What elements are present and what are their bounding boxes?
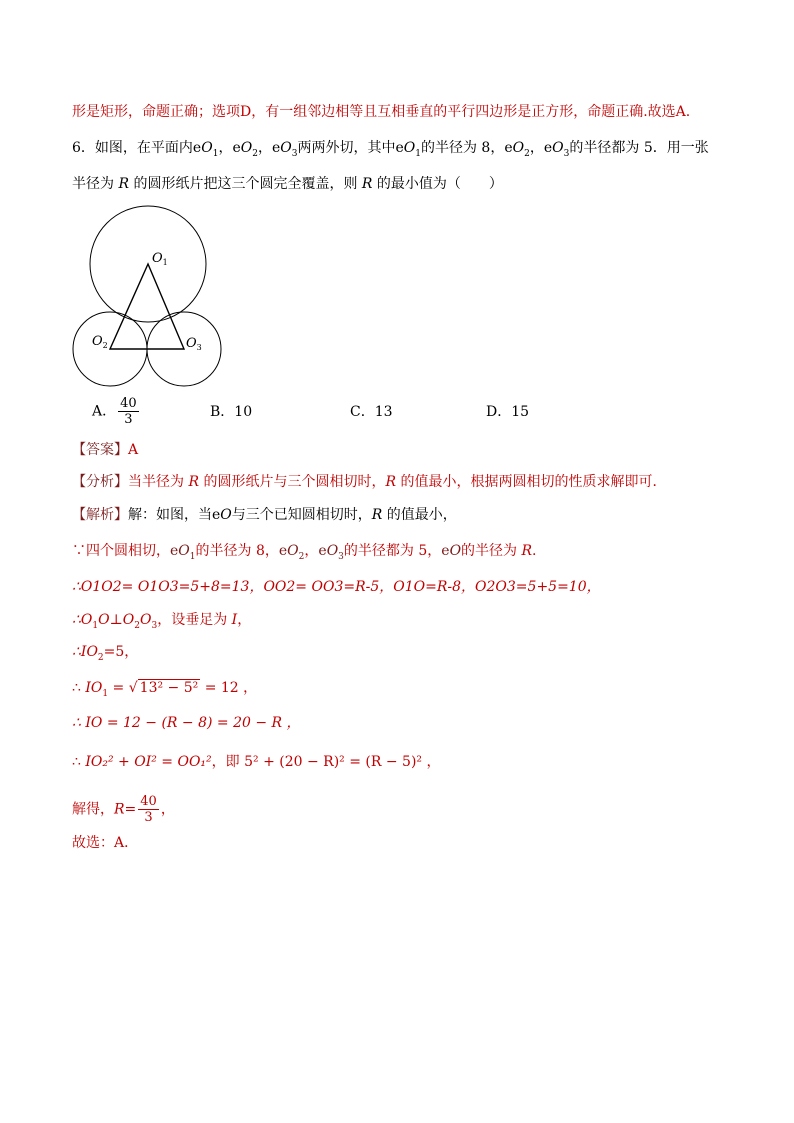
q6-text: 半径为 bbox=[72, 176, 119, 192]
o-label: O bbox=[449, 543, 462, 559]
label-o2: $O_2$ bbox=[92, 334, 108, 350]
step-text: O⊥O bbox=[98, 612, 135, 628]
o3-sub: 3 bbox=[291, 148, 298, 159]
question-6-line-1 bbox=[72, 138, 709, 164]
r-symbol: R bbox=[521, 543, 533, 559]
q6-text: 的圆形纸片把这三个圆完全覆盖，则 bbox=[129, 176, 362, 192]
step-text: . bbox=[532, 543, 537, 559]
step-text: 的半径都为 5， bbox=[343, 543, 442, 559]
equals: = bbox=[124, 801, 137, 818]
analysis-text: 当半径为 bbox=[128, 474, 189, 490]
circle-symbol: e bbox=[278, 543, 288, 559]
final-value: A． bbox=[114, 835, 139, 851]
question-6-line-2 bbox=[72, 174, 503, 194]
sub-1: 1 bbox=[92, 620, 99, 631]
o3-label: O bbox=[280, 140, 292, 156]
sub-2: 2 bbox=[97, 652, 104, 663]
analysis-text: 的值最小，根据两圆相切的性质求解即可． bbox=[396, 474, 667, 490]
o1-label: O bbox=[178, 543, 190, 559]
o1-sub: 1 bbox=[189, 551, 196, 562]
step-8 bbox=[72, 794, 175, 825]
circle-symbol: e bbox=[441, 543, 450, 559]
o1-sub: 1 bbox=[415, 148, 421, 159]
r-symbol: R bbox=[118, 176, 129, 192]
equation-1: IO₂² + OI² = OO₁² bbox=[85, 754, 212, 770]
step-2: ∴O1O2= O1O3=5+8=13，OO2= OO3=R-5，O1O=R-8，O2O3=5+5=10， bbox=[72, 579, 601, 595]
r-symbol: R bbox=[188, 474, 199, 490]
option-a-label: A． bbox=[92, 403, 117, 420]
circle-symbol: e bbox=[318, 543, 327, 559]
o-label: O bbox=[90, 680, 103, 696]
step-text: = 12 ， bbox=[200, 680, 258, 696]
answer-value: A bbox=[128, 442, 139, 458]
o3-label: O bbox=[552, 140, 564, 156]
step-text: ∴IO bbox=[72, 644, 98, 660]
numerator: 40 bbox=[120, 396, 137, 411]
q6-text: 的半径都为 5．用一张 bbox=[569, 140, 709, 156]
solution-tag: 【解析】 bbox=[72, 507, 128, 523]
denominator: 3 bbox=[144, 810, 153, 825]
step-text: = bbox=[108, 680, 129, 696]
radicand: 13² − 5² bbox=[139, 680, 199, 696]
i-symbol: I bbox=[231, 612, 238, 628]
step-text: ，即 bbox=[211, 754, 245, 770]
i-symbol: I bbox=[85, 680, 91, 696]
circle-symbol: e bbox=[504, 140, 513, 156]
solution-line bbox=[72, 505, 457, 525]
step-text: ， bbox=[160, 801, 175, 818]
step-5: ∴ $IO_1$ = √ 13² − 5² = 12 ， bbox=[72, 680, 258, 699]
r-symbol: R bbox=[371, 507, 383, 523]
circle-symbol: e bbox=[543, 140, 553, 156]
circle-symbol: e bbox=[192, 140, 202, 156]
step-6: ∴ IO = 12 − (R − 8) = 20 − R ， bbox=[72, 715, 301, 731]
circle-symbol: e bbox=[271, 140, 281, 156]
tangent-circles-figure bbox=[66, 205, 236, 400]
triangle-o1o2o3 bbox=[110, 264, 184, 349]
circle-symbol: e bbox=[395, 140, 404, 156]
o3-sub: 3 bbox=[338, 551, 344, 562]
o1-label: O bbox=[403, 140, 416, 156]
prev-solution-tail: 形是矩形，命题正确；选项D，有一组邻边相等且互相垂直的平行四边形是正方形，命题正确.故选A. bbox=[72, 104, 691, 120]
step-4 bbox=[72, 642, 138, 668]
o2-sub: 2 bbox=[298, 551, 305, 562]
solution-text: 与三个已知圆相切时， bbox=[231, 507, 372, 523]
r-symbol: R bbox=[385, 474, 396, 490]
sep: ， bbox=[304, 543, 319, 559]
r-symbol: R bbox=[114, 801, 125, 818]
option-a[interactable] bbox=[92, 396, 141, 427]
o2-label: O bbox=[240, 140, 253, 156]
step-text: ，设垂足为 bbox=[157, 612, 232, 628]
solution-text: 的值最小， bbox=[382, 507, 457, 523]
step-text: ∴O bbox=[72, 612, 93, 628]
o3-label: O bbox=[326, 543, 339, 559]
circle-symbol: e bbox=[232, 140, 241, 156]
q6-text: 的半径为 8， bbox=[420, 140, 505, 156]
answer-tag: 【答案】 bbox=[72, 442, 128, 458]
sep: ， bbox=[218, 140, 233, 156]
answer-line bbox=[72, 440, 138, 460]
equation-2: 5² + (20 − R)² = (R − 5)² bbox=[244, 754, 423, 770]
label-o1: $O_1$ bbox=[152, 251, 168, 267]
q6-text: 两两外切，其中 bbox=[297, 140, 396, 156]
o2-label: O bbox=[512, 140, 525, 156]
denominator: 3 bbox=[124, 412, 133, 427]
numerator: 40 bbox=[140, 794, 157, 809]
analysis-tag: 【分析】 bbox=[72, 474, 128, 490]
option-d[interactable]: D．15 bbox=[486, 404, 530, 420]
o-label: O bbox=[220, 507, 232, 523]
option-a-fraction bbox=[118, 396, 139, 427]
step-text: 解得， bbox=[72, 801, 114, 818]
circle-symbol: e bbox=[212, 507, 221, 523]
step-text: 的半径为 bbox=[461, 543, 522, 559]
step-text: O bbox=[139, 612, 152, 628]
step-text: ∵四个圆相切， bbox=[72, 543, 170, 559]
step-text: =5， bbox=[103, 644, 139, 660]
r-symbol: R bbox=[361, 176, 373, 192]
step-text: ∴ bbox=[72, 754, 86, 770]
step-7 bbox=[72, 752, 440, 772]
step-text: ， bbox=[422, 754, 441, 770]
label-o3: $O_3$ bbox=[186, 336, 202, 352]
o2-label: O bbox=[287, 543, 299, 559]
o2-sub: 2 bbox=[524, 148, 530, 159]
sub-3: 3 bbox=[151, 620, 158, 631]
step-1 bbox=[72, 541, 537, 567]
solution-text: 解：如图，当 bbox=[128, 507, 212, 523]
q6-text: 6．如图，在平面内 bbox=[72, 140, 193, 156]
option-c[interactable]: C．13 bbox=[350, 404, 393, 420]
analysis-text: 的圆形纸片与三个圆相切时， bbox=[199, 474, 386, 490]
o2-sub: 2 bbox=[252, 148, 258, 159]
final-text: 故选： bbox=[72, 835, 114, 851]
q6-text: 的最小值为（ ） bbox=[372, 176, 503, 192]
sep: ， bbox=[529, 140, 544, 156]
step-3 bbox=[72, 610, 251, 636]
sep: ， bbox=[257, 140, 272, 156]
step-text: 的半径为 8， bbox=[195, 543, 279, 559]
analysis-line bbox=[72, 472, 666, 492]
circle-symbol: e bbox=[170, 543, 179, 559]
o1-label: O bbox=[201, 140, 213, 156]
step-text: ， bbox=[237, 612, 252, 628]
sub-2: 2 bbox=[134, 620, 140, 631]
option-b[interactable]: B．10 bbox=[210, 404, 253, 420]
o1-sub: 1 bbox=[212, 148, 219, 159]
final-answer bbox=[72, 833, 138, 853]
o3-sub: 3 bbox=[563, 148, 570, 159]
sub-1: 1 bbox=[102, 688, 109, 699]
step-text: ∴ bbox=[72, 680, 86, 696]
result-fraction bbox=[138, 794, 159, 825]
